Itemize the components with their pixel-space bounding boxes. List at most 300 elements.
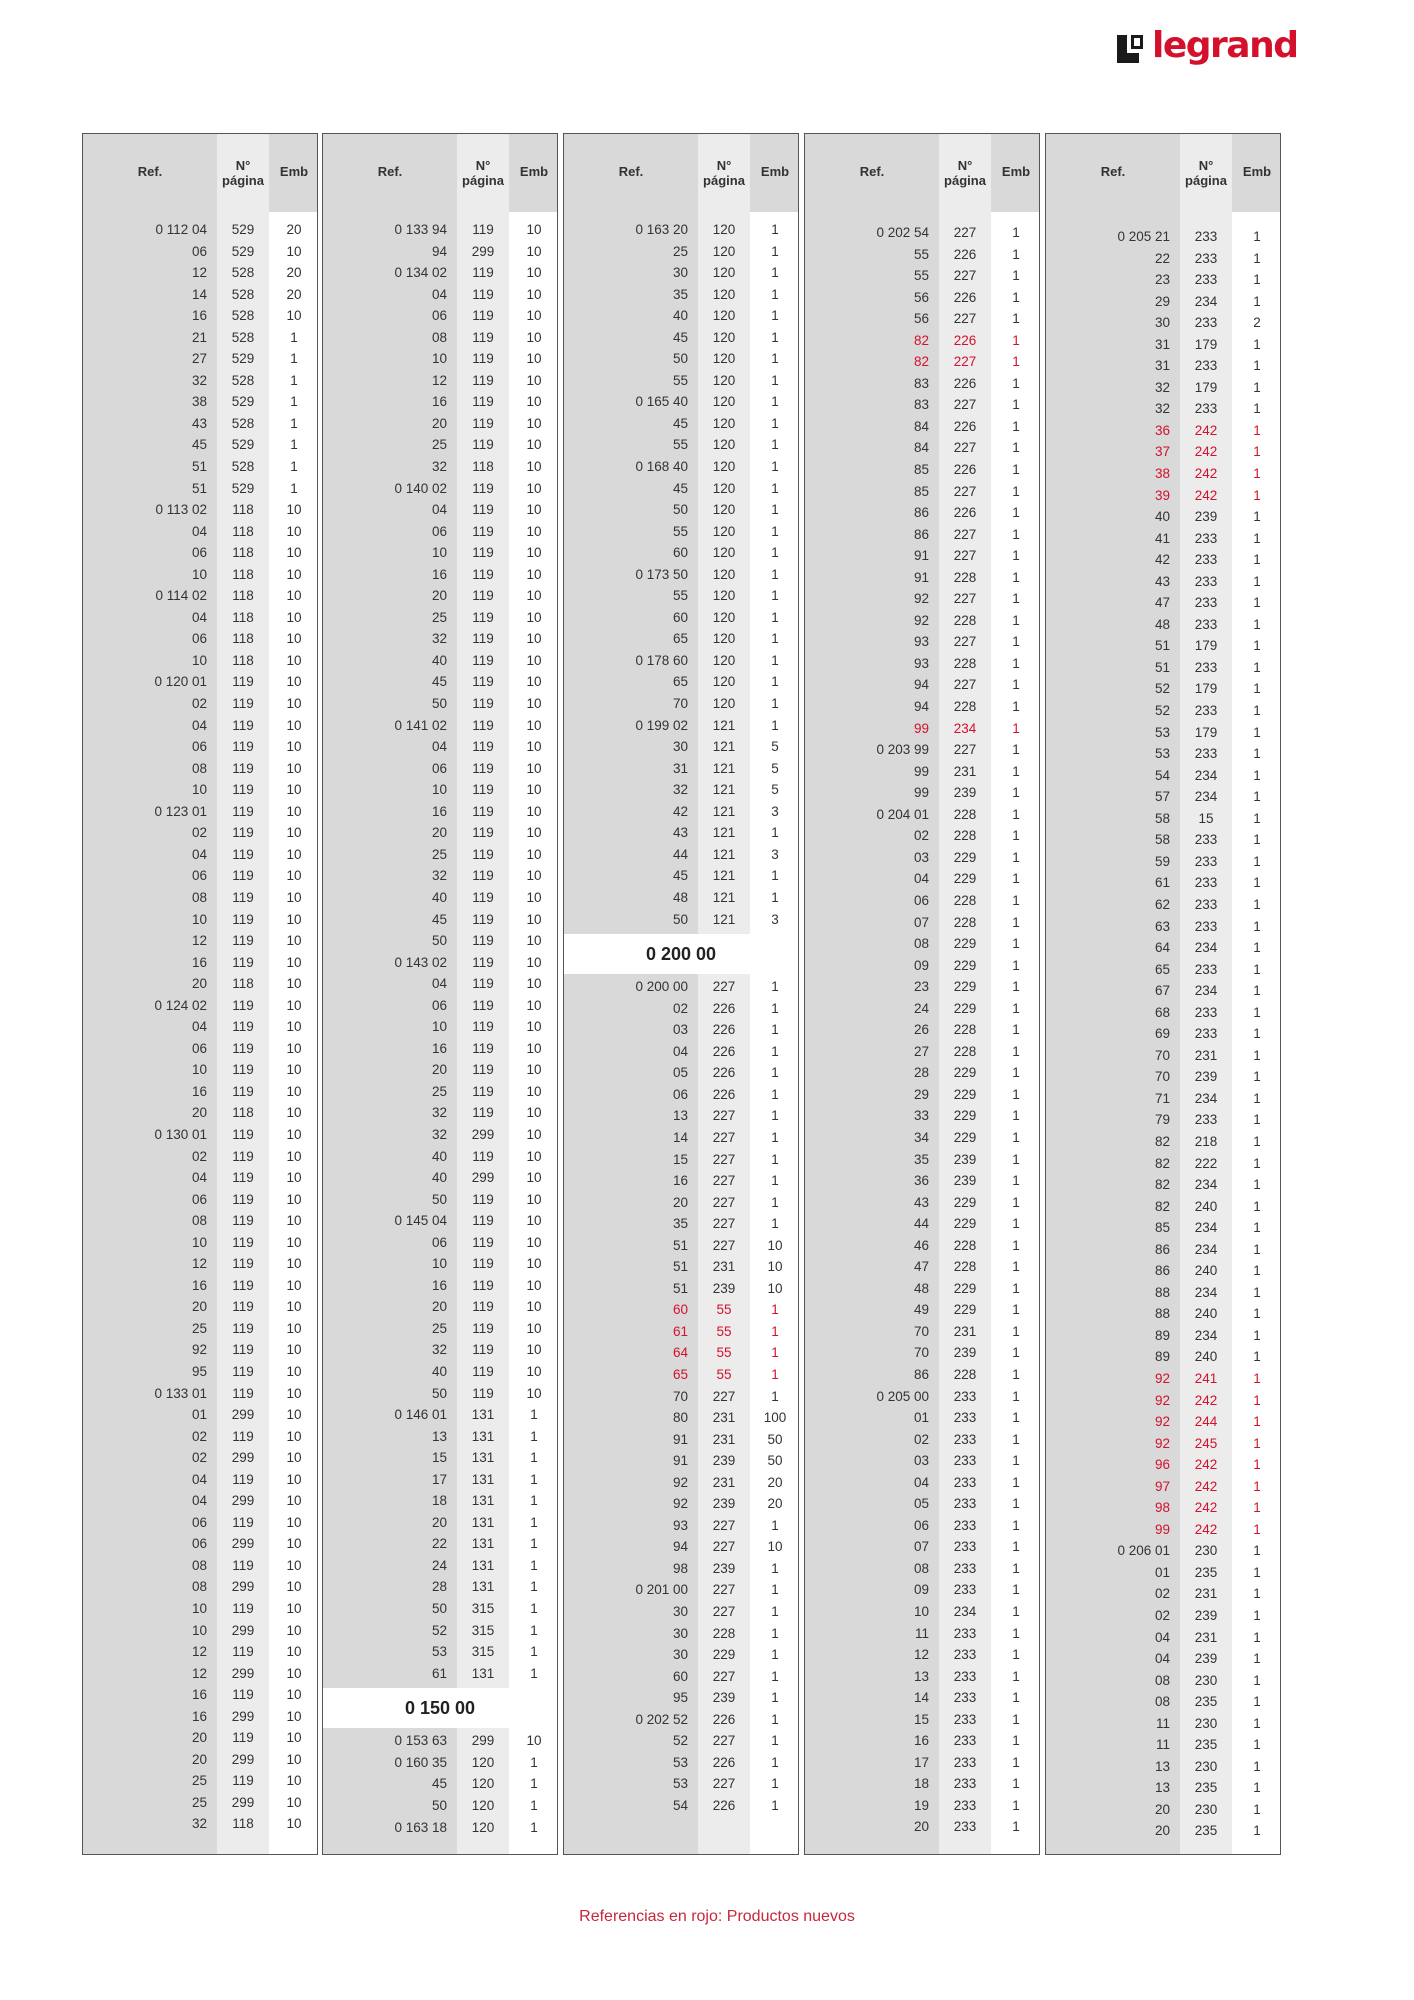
ref-cell: 97 [1154, 1478, 1170, 1494]
page-cell: 119 [472, 1040, 494, 1056]
page-cell: 119 [472, 523, 494, 539]
emb-cell: 1 [1253, 573, 1261, 589]
page-cell: 118 [232, 1816, 254, 1832]
table-row [323, 499, 557, 521]
ref-cell: 04 [1154, 1651, 1170, 1667]
emb-cell: 1 [1012, 785, 1020, 801]
ref-cell: 50 [431, 933, 447, 949]
emb-cell: 10 [286, 1019, 302, 1035]
emb-cell: 1 [1012, 1065, 1020, 1081]
ref-cell: 52 [1154, 681, 1170, 697]
ref-cell: 47 [1154, 595, 1170, 611]
page-cell: 230 [1194, 1543, 1218, 1559]
table-row [83, 1576, 317, 1598]
ref-cell: 40 [431, 1148, 447, 1164]
table-row [83, 865, 317, 887]
emb-cell: 10 [526, 1320, 542, 1336]
emb-cell: 1 [1012, 720, 1020, 736]
page-cell: 233 [1194, 573, 1218, 589]
table-row [1046, 334, 1280, 356]
ref-cell: 43 [191, 415, 207, 431]
emb-cell: 10 [286, 523, 302, 539]
table-row [323, 1339, 557, 1361]
page-cell: 55 [716, 1323, 732, 1339]
ref-cell: 92 [191, 1342, 207, 1358]
ref-cell: 55 [672, 437, 688, 453]
emb-cell: 1 [771, 1776, 779, 1792]
emb-cell: 1 [1012, 1151, 1020, 1167]
table-row [1046, 700, 1280, 722]
emb-cell: 1 [771, 243, 779, 259]
table-row [805, 1299, 1039, 1321]
emb-cell: 10 [526, 1170, 542, 1186]
ref-cell: 04 [672, 1043, 688, 1059]
emb-cell: 10 [286, 308, 302, 324]
emb-cell: 1 [1253, 1758, 1261, 1774]
page-cell: 131 [471, 1471, 495, 1487]
emb-cell: 1 [771, 351, 779, 367]
table-row [564, 628, 798, 650]
page-cell: 299 [231, 1708, 255, 1724]
header-page-line1: N° [475, 158, 491, 173]
page-cell: 226 [953, 375, 977, 391]
table-row [83, 1598, 317, 1620]
table-row [323, 456, 557, 478]
ref-cell: 93 [913, 655, 929, 671]
emb-cell: 1 [1012, 569, 1020, 585]
table-row [564, 262, 798, 284]
ref-cell: 91 [913, 569, 929, 585]
ref-cell: 30 [1154, 315, 1170, 331]
table-row [564, 1558, 798, 1580]
page-cell: 119 [232, 846, 254, 862]
ref-cell: 53 [1154, 724, 1170, 740]
ref-cell: 50 [672, 911, 688, 927]
page-cell: 120 [712, 652, 736, 668]
ref-cell: 32 [431, 459, 447, 475]
page-cell: 239 [953, 1151, 977, 1167]
table-row [1046, 1174, 1280, 1196]
page-cell: 239 [1194, 509, 1218, 525]
table-row [323, 391, 557, 413]
emb-cell: 10 [286, 717, 302, 733]
emb-cell: 10 [286, 1040, 302, 1056]
table-row [805, 782, 1039, 804]
ref-cell: 61 [672, 1323, 688, 1339]
emb-cell: 50 [767, 1431, 783, 1447]
header-page-line1: N° [235, 158, 251, 173]
page-cell: 528 [231, 308, 255, 324]
table-row [1046, 1217, 1280, 1239]
table-row [805, 1364, 1039, 1386]
page-cell: 239 [712, 1560, 736, 1576]
emb-cell: 1 [771, 329, 779, 345]
ref-cell: 06 [431, 1234, 447, 1250]
page-cell: 121 [712, 911, 736, 927]
table-row [805, 1170, 1039, 1192]
table-row [1046, 528, 1280, 550]
page-cell: 119 [472, 1213, 494, 1229]
ref-cell: 39 [1154, 487, 1170, 503]
table-row [564, 1170, 798, 1192]
page-cell: 131 [471, 1514, 495, 1530]
emb-cell: 10 [526, 997, 542, 1013]
ref-cell: 11 [1155, 1715, 1170, 1731]
page-cell: 119 [472, 1320, 494, 1336]
page-cell: 229 [953, 1302, 977, 1318]
ref-cell: 10 [191, 911, 207, 927]
header-page [217, 134, 269, 212]
ref-cell: 50 [672, 502, 688, 518]
table-row [564, 348, 798, 370]
page-cell: 226 [953, 462, 977, 478]
table-row [1046, 1109, 1280, 1131]
emb-cell: 1 [1012, 418, 1020, 434]
ref-cell: 82 [1154, 1198, 1170, 1214]
ref-cell: 68 [1154, 1004, 1170, 1020]
table-row [83, 1210, 317, 1232]
page-cell: 119 [232, 1514, 254, 1530]
emb-cell: 1 [1012, 742, 1020, 758]
emb-cell: 1 [771, 1194, 779, 1210]
emb-cell: 1 [771, 1022, 779, 1038]
page-cell: 233 [1194, 1026, 1218, 1042]
header-page [1180, 134, 1232, 212]
emb-cell: 1 [1253, 358, 1261, 374]
page-cell: 233 [1194, 1112, 1218, 1128]
page-cell: 231 [712, 1410, 736, 1426]
table-row [323, 1620, 557, 1642]
emb-cell: 1 [1253, 1327, 1261, 1343]
table-row [564, 1342, 798, 1364]
table-row [1046, 1540, 1280, 1562]
page-cell: 119 [472, 825, 494, 841]
emb-cell: 1 [771, 1517, 779, 1533]
ref-cell: 40 [1154, 509, 1170, 525]
page-cell: 234 [1194, 940, 1218, 956]
row-group [805, 222, 1039, 1838]
page-cell: 299 [231, 1579, 255, 1595]
page-cell: 227 [712, 1388, 736, 1404]
emb-cell: 10 [526, 1299, 542, 1315]
emb-cell: 1 [1012, 1690, 1020, 1706]
table-row [564, 1105, 798, 1127]
table-row [323, 1512, 557, 1534]
table-row [805, 502, 1039, 524]
table-row [805, 1149, 1039, 1171]
page-cell: 226 [712, 1043, 736, 1059]
emb-cell: 10 [286, 1773, 302, 1789]
page-cell: 226 [712, 1065, 736, 1081]
table-header [564, 134, 798, 213]
page-cell: 235 [1194, 1737, 1218, 1753]
table-row [1046, 1670, 1280, 1692]
table-row [83, 434, 317, 456]
emb-cell: 10 [526, 868, 542, 884]
ref-cell: 20 [672, 1194, 688, 1210]
emb-cell: 10 [286, 1126, 302, 1142]
table-row [805, 1773, 1039, 1795]
ref-cell: 12 [191, 1256, 207, 1272]
ref-cell: 01 [191, 1407, 207, 1423]
page-cell: 227 [953, 225, 977, 240]
emb-cell: 1 [771, 1043, 779, 1059]
section-heading: 0 200 00 [564, 934, 798, 974]
ref-cell: 23 [1154, 272, 1170, 288]
table-row [805, 1213, 1039, 1235]
ref-cell: 08 [1154, 1672, 1170, 1688]
page-cell: 227 [953, 354, 977, 370]
ref-cell: 93 [672, 1517, 688, 1533]
page-cell: 231 [1194, 1047, 1218, 1063]
emb-cell: 1 [1012, 526, 1020, 542]
emb-cell: 10 [286, 1816, 302, 1832]
ref-cell: 18 [431, 1493, 447, 1509]
page-cell: 529 [231, 394, 255, 410]
ref-cell: 35 [672, 1216, 688, 1232]
table-row [83, 219, 317, 241]
page-cell: 226 [712, 1086, 736, 1102]
emb-cell: 10 [526, 459, 542, 475]
table-row [564, 1062, 798, 1084]
table-row [83, 758, 317, 780]
table-row [323, 1146, 557, 1168]
emb-cell: 10 [526, 760, 542, 776]
page-cell: 230 [1194, 1672, 1218, 1688]
ref-cell: 22 [1154, 250, 1170, 266]
ref-cell: 94 [431, 243, 447, 259]
page-cell: 119 [232, 1299, 254, 1315]
emb-cell: 10 [526, 286, 542, 302]
emb-cell: 1 [1012, 375, 1020, 391]
table-row [83, 1641, 317, 1663]
table-row [1046, 765, 1280, 787]
table-row [805, 1515, 1039, 1537]
page-cell: 131 [471, 1579, 495, 1595]
page-cell: 119 [472, 372, 494, 388]
ref-cell: 28 [913, 1065, 929, 1081]
emb-cell: 1 [1253, 250, 1261, 266]
ref-cell: 86 [913, 1366, 929, 1382]
ref-cell: 59 [1154, 853, 1170, 869]
ref-cell: 20 [431, 588, 447, 604]
table-row [1046, 1131, 1280, 1153]
table-row [805, 739, 1039, 761]
emb-cell: 10 [286, 609, 302, 625]
table-row [564, 1127, 798, 1149]
emb-cell: 1 [771, 868, 779, 884]
table-row [564, 865, 798, 887]
ref-cell: 52 [431, 1622, 447, 1638]
table-row [1046, 1260, 1280, 1282]
ref-cell: 25 [431, 846, 447, 862]
page-cell: 528 [231, 265, 255, 281]
page-cell: 233 [1194, 272, 1218, 288]
table-row [805, 287, 1039, 309]
page-cell: 119 [472, 997, 494, 1013]
emb-cell: 1 [530, 1428, 538, 1444]
table-row [83, 1102, 317, 1124]
emb-cell: 1 [1012, 1366, 1020, 1382]
page-cell: 233 [1194, 616, 1218, 632]
table-row [83, 1792, 317, 1814]
page-cell: 119 [472, 286, 494, 302]
emb-cell: 10 [286, 1622, 302, 1638]
emb-cell: 10 [526, 631, 542, 647]
emb-cell: 1 [1012, 612, 1020, 628]
table-row [805, 1105, 1039, 1127]
ref-cell: 13 [913, 1668, 929, 1684]
ref-cell: 82 [913, 354, 929, 370]
emb-cell: 1 [1012, 332, 1020, 348]
table-row [83, 1038, 317, 1060]
ref-cell: 44 [672, 846, 688, 862]
emb-cell: 10 [526, 674, 542, 690]
page-cell: 234 [1194, 983, 1218, 999]
ref-cell: 30 [672, 739, 688, 755]
emb-cell: 10 [767, 1259, 783, 1275]
emb-cell: 10 [526, 523, 542, 539]
ref-cell: 64 [1154, 940, 1170, 956]
ref-cell: 57 [1154, 789, 1170, 805]
page-cell: 120 [712, 674, 736, 690]
table-row [83, 542, 317, 564]
emb-cell: 10 [286, 1105, 302, 1121]
page-cell: 229 [712, 1647, 736, 1663]
table-header [1046, 134, 1280, 213]
table-row [805, 610, 1039, 632]
table-row [564, 650, 798, 672]
emb-cell: 10 [526, 846, 542, 862]
page-cell: 228 [953, 1366, 977, 1382]
ref-cell: 24 [913, 1000, 929, 1016]
ref-cell: 0 123 01 [154, 803, 207, 819]
table-row [323, 241, 557, 263]
emb-cell: 1 [1253, 1026, 1261, 1042]
ref-cell: 08 [191, 760, 207, 776]
row-group [323, 219, 557, 1684]
table-body [83, 212, 317, 1854]
ref-cell: 32 [431, 631, 447, 647]
table-row [1046, 441, 1280, 463]
emb-cell: 1 [771, 265, 779, 281]
table-row [83, 456, 317, 478]
emb-cell: 10 [526, 1342, 542, 1358]
page-cell: 119 [472, 1191, 494, 1207]
ref-cell: 53 [672, 1754, 688, 1770]
page-cell: 299 [471, 1170, 495, 1186]
table-row [323, 909, 557, 931]
ref-cell: 94 [913, 699, 929, 715]
table-row [83, 1361, 317, 1383]
ref-cell: 89 [1154, 1327, 1170, 1343]
ref-cell: 04 [191, 846, 207, 862]
table-row [323, 758, 557, 780]
ref-cell: 25 [431, 1083, 447, 1099]
emb-cell: 10 [526, 1019, 542, 1035]
emb-cell: 1 [1012, 1496, 1020, 1512]
emb-cell: 1 [1253, 336, 1261, 352]
page-cell: 119 [232, 1385, 254, 1401]
page-cell: 315 [471, 1601, 495, 1616]
ref-cell: 60 [672, 545, 688, 561]
page-cell: 229 [953, 1108, 977, 1124]
page-cell: 118 [232, 588, 254, 604]
page-cell: 229 [953, 1065, 977, 1081]
page-cell: 119 [232, 825, 254, 841]
page-cell: 120 [712, 222, 736, 237]
page-cell: 119 [472, 717, 494, 733]
ref-cell: 0 143 02 [394, 954, 447, 970]
page-cell: 119 [472, 631, 494, 647]
ref-cell: 92 [1154, 1370, 1170, 1386]
table-row [564, 1386, 798, 1408]
page-cell: 118 [232, 545, 254, 561]
page-cell: 119 [232, 954, 254, 970]
ref-cell: 17 [913, 1754, 929, 1770]
table-row [805, 1687, 1039, 1709]
ref-cell: 16 [191, 1277, 207, 1293]
ref-cell: 12 [913, 1647, 929, 1663]
emb-cell: 10 [286, 566, 302, 582]
page-cell: 179 [1194, 724, 1218, 740]
emb-cell: 1 [1012, 914, 1020, 930]
emb-cell: 5 [771, 782, 779, 798]
page-cell: 239 [712, 1453, 736, 1469]
emb-cell: 1 [1012, 591, 1020, 607]
table-row [1046, 291, 1280, 313]
page-cell: 299 [231, 1536, 255, 1552]
emb-cell: 1 [1253, 638, 1261, 654]
page-cell: 227 [712, 1539, 736, 1555]
page-cell: 119 [472, 696, 494, 712]
ref-cell: 43 [672, 825, 688, 841]
page-cell: 234 [1194, 293, 1218, 309]
ref-cell: 20 [431, 1299, 447, 1315]
emb-cell: 1 [1253, 1112, 1261, 1128]
table-row [323, 1730, 557, 1752]
ref-cell: 61 [1154, 875, 1170, 891]
page-cell: 233 [1194, 401, 1218, 417]
page-cell: 120 [712, 545, 736, 561]
page-cell: 235 [1194, 1823, 1218, 1839]
emb-cell: 10 [526, 545, 542, 561]
table-row [805, 718, 1039, 740]
emb-cell: 1 [1012, 1323, 1020, 1339]
emb-cell: 1 [1253, 229, 1261, 244]
ref-cell: 20 [1154, 1801, 1170, 1817]
page-cell: 121 [712, 868, 736, 884]
table-row [323, 1533, 557, 1555]
emb-cell: 1 [1253, 1823, 1261, 1839]
table-row [564, 779, 798, 801]
emb-cell: 1 [771, 523, 779, 539]
emb-cell: 1 [1012, 892, 1020, 908]
emb-cell: 1 [771, 1647, 779, 1663]
table-row [1046, 1303, 1280, 1325]
emb-cell: 10 [526, 1126, 542, 1142]
emb-cell: 1 [1253, 961, 1261, 977]
table-row [564, 671, 798, 693]
page-cell: 119 [472, 1148, 494, 1164]
ref-cell: 70 [1154, 1069, 1170, 1085]
emb-cell: 1 [530, 1514, 538, 1530]
emb-cell: 10 [526, 696, 542, 712]
page-cell: 131 [471, 1665, 495, 1681]
page-cell: 119 [472, 846, 494, 862]
emb-cell: 10 [286, 1493, 302, 1509]
emb-cell: 1 [771, 502, 779, 518]
